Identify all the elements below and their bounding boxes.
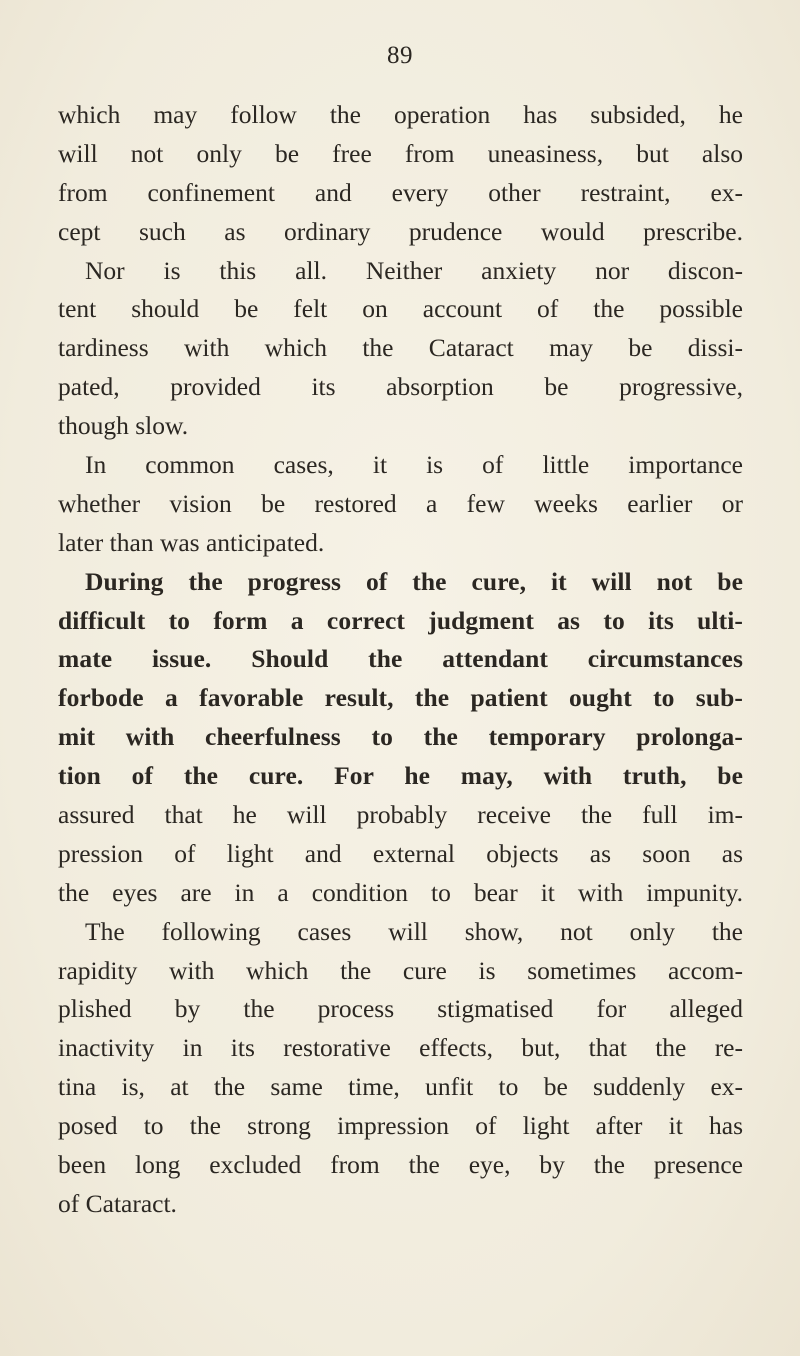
text-line: tent should be felt on account of the possible [58, 294, 743, 324]
page-number: 89 [387, 42, 413, 69]
text-line: rapidity with which the cure is sometimes accom- [58, 955, 743, 985]
text-line: mit with cheerfulness to the temporary prolonga- [58, 722, 743, 752]
text-line: During the progress of the cure, it will not be [85, 566, 743, 596]
text-line: whether vision be restored a few weeks earlier or [58, 488, 743, 518]
text-line: will not only be free from uneasiness, but also [58, 138, 743, 168]
text-line: Nor is this all. Neither anxiety nor discon- [85, 255, 743, 285]
text-line: The following cases will show, not only the [85, 916, 743, 946]
text-line: mate issue. Should the attendant circumstances [58, 644, 743, 674]
text-line: In common cases, it is of little importance [85, 450, 743, 480]
text-line: of Cataract. [58, 1188, 177, 1218]
body-text [58, 96, 743, 1224]
text-line: been long excluded from the eye, by the presence [58, 1150, 743, 1180]
text-line: tina is, at the same time, unfit to be suddenly ex- [58, 1072, 743, 1102]
text-line: inactivity in its restorative effects, but, that the re- [58, 1033, 743, 1063]
text-line: posed to the strong impression of light after it has [58, 1111, 743, 1141]
text-line: later than was anticipated. [58, 527, 325, 557]
text-line: difficult to form a correct judgment as to its ulti- [58, 605, 743, 635]
text-line: plished by the process stigmatised for alleged [58, 994, 743, 1024]
text-line: assured that he will probably receive the full im- [58, 800, 743, 830]
text-line: which may follow the operation has subsided, he [58, 100, 743, 129]
text-line: the eyes are in a condition to bear it with impunity. [58, 877, 743, 907]
text-line: tardiness with which the Cataract may be dissi- [58, 333, 743, 363]
text-line: pression of light and external objects as soon as [58, 838, 743, 868]
text-line: cept such as ordinary prudence would prescribe. [58, 216, 743, 246]
text-line: tion of the cure. For he may, with truth, be [58, 761, 743, 791]
text-line: forbode a favorable result, the patient ought to sub- [58, 683, 743, 713]
text-line: pated, provided its absorption be progressive, [58, 372, 743, 402]
text-line: from confinement and every other restraint, ex- [58, 177, 743, 207]
text-line: though slow. [58, 411, 189, 441]
